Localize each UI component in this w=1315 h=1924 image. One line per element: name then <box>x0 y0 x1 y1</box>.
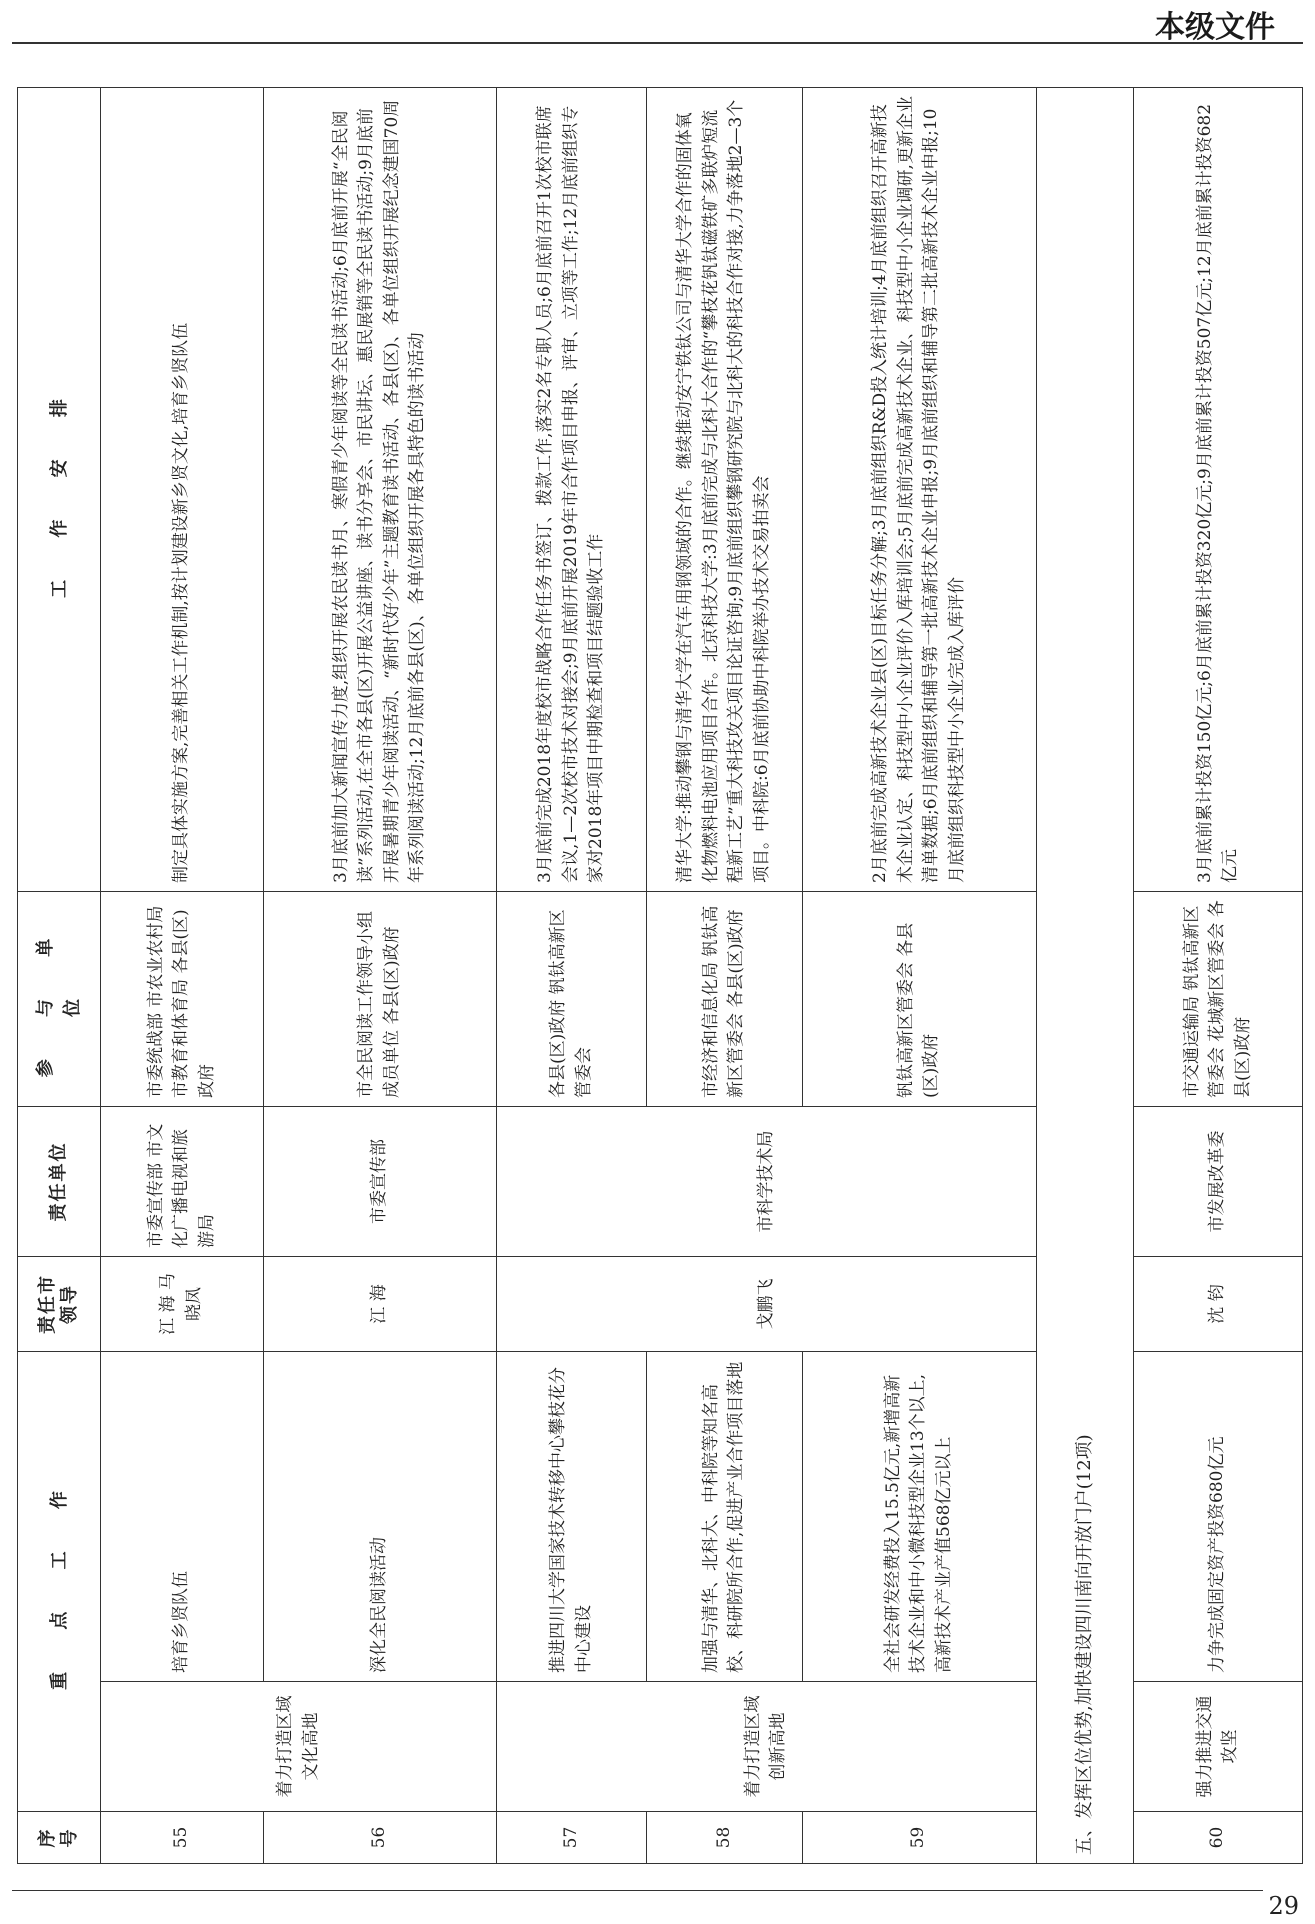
row-responsible: 市委宣传部 <box>263 1107 497 1257</box>
table-header-row <box>18 88 101 1864</box>
row-task: 加强与清华、北科大、中科院等知名高校、科研院所合作,促进产业合作项目落地 <box>646 1352 802 1682</box>
row-plan: 清华大学:推动攀钢与清华大学在汽车用钢领域的合作。继续推动安宁铁钛公司与清华大学合作的固体氧化物燃料电池应用项目合作。北京科技大学:3月底前完成与北科大合作的“攀枝花钒钛磁铁矿多联炉短流程新工艺”重大科技攻关项目论证咨询;9月底前组织攀钢研究院与北科大的科技合作对接,力争落地2—3个项目。中科院:6月底前协助中科院举办技术交易拍卖会 <box>646 88 802 892</box>
row-task: 培育乡贤队伍 <box>101 1352 263 1682</box>
row-participants: 市全民阅读工作领导小组成员单位 各县(区)政府 <box>263 892 497 1107</box>
work-arrangement-table <box>17 87 1303 1864</box>
section-header-title: 本级文件 <box>1155 10 1275 45</box>
col-leader-header: 责任市领导 <box>18 1257 101 1352</box>
section-heading: 五、发挥区位优势,加快建设四川南向开放门户(12项) <box>1036 88 1133 1864</box>
row-responsible: 市委宣传部 市文化广播电视和旅游局 <box>101 1107 263 1257</box>
row-plan: 3月底前累计投资150亿元;6月底前累计投资320亿元;9月底前累计投资507亿元;12月底前累计投资682亿元 <box>1134 88 1303 892</box>
rotated-table-container <box>17 88 1303 1864</box>
group-culture-cell: 着力打造区域文化高地 <box>101 1682 497 1812</box>
col-key-work-header: 重 点 工 作 <box>18 1352 101 1812</box>
page-number: 29 <box>1268 1892 1299 1920</box>
row-seq: 55 <box>101 1812 263 1864</box>
header-rule <box>12 42 1303 44</box>
row-key-point: 强力推进交通攻坚 <box>1134 1682 1303 1812</box>
row-seq: 56 <box>263 1812 497 1864</box>
footer-rule <box>12 1890 1263 1891</box>
table-row <box>497 88 646 1864</box>
row-plan: 2月底前完成高新技术企业县(区)目标任务分解;3月底前组织R&D投入统计培训;4月底前组织召开高新技术企业认定、科技型中小企业评价入库培训会;5月底前完成高新技术企业、科技型中小企业调研,更新企业清单数据;6月底前组织和辅导第一批高新技术企业申报;9月底前组织和辅导第二批高新技术企业申报;10月底前组织科技型中小企业完成入库评价 <box>802 88 1036 892</box>
col-participants-header: 参 与 单 位 <box>18 892 101 1107</box>
section-row <box>1036 88 1133 1864</box>
row-task: 力争完成固定资产投资680亿元 <box>1134 1352 1303 1682</box>
row-task: 推进四川大学国家技术转移中心攀枝花分中心建设 <box>497 1352 646 1682</box>
table-row <box>263 88 497 1864</box>
table-row <box>802 88 1036 1864</box>
group-innovation-cell: 着力打造区域创新高地 <box>497 1682 1036 1812</box>
row-participants: 钒钛高新区管委会 各县(区)政府 <box>802 892 1036 1107</box>
row-seq: 58 <box>646 1812 802 1864</box>
row-task: 全社会研发经费投入15.5亿元,新增高新技术企业和中小微科技型企业13个以上,高新技术产业产值568亿元以上 <box>802 1352 1036 1682</box>
table-row <box>1134 88 1303 1864</box>
row-leader: 沈 钧 <box>1134 1257 1303 1352</box>
row-responsible-shared: 市科学技术局 <box>497 1107 1036 1257</box>
row-responsible: 市发展改革委 <box>1134 1107 1303 1257</box>
col-seq-header: 序号 <box>18 1812 101 1864</box>
table-row <box>101 88 263 1864</box>
row-participants: 各县(区)政府 钒钛高新区管委会 <box>497 892 646 1107</box>
col-plan-header: 工 作 安 排 <box>18 88 101 892</box>
row-participants: 市委统战部 市农业农村局 市教育和体育局 各县(区)政府 <box>101 892 263 1107</box>
row-seq: 59 <box>802 1812 1036 1864</box>
row-leader: 江 海 <box>263 1257 497 1352</box>
row-task: 深化全民阅读活动 <box>263 1352 497 1682</box>
table-row <box>646 88 802 1864</box>
row-plan: 3月底前完成2018年度校市战略合作任务书签订、拨款工作,落实2名专职人员;6月底前召开1次校市联席会议,1—2次校市技术对接会;9月底前开展2019年市合作项目申报、评审、立项等工作;12月底前组织专家对2018年项目中期检查和项目结题验收工作 <box>497 88 646 892</box>
row-participants: 市经济和信息化局 钒钛高新区管委会 各县(区)政府 <box>646 892 802 1107</box>
row-seq: 57 <box>497 1812 646 1864</box>
col-responsible-header: 责任单位 <box>18 1107 101 1257</box>
row-plan: 3月底前加大新闻宣传力度,组织开展农民读书月、寒假青少年阅读等全民读书活动;6月底前开展“全民阅读”系列活动,在全市各县(区)开展公益讲座、读书分享会、市民讲坛、惠民展销等全民读书活动;9月底前开展暑期青少年阅读活动、“新时代好少年”主题教育读书活动、各县(区)、各单位组织开展纪念建国70周年系列阅读活动;12月底前各县(区)、各单位组织开展各具特色的读书活动 <box>263 88 497 892</box>
row-participants: 市交通运输局 钒钛高新区管委会 花城新区管委会 各县(区)政府 <box>1134 892 1303 1107</box>
row-plan: 制定具体实施方案,完善相关工作机制,按计划建设新乡贤文化,培育乡贤队伍 <box>101 88 263 892</box>
row-seq: 60 <box>1134 1812 1303 1864</box>
row-leader: 江 海 马晓凤 <box>101 1257 263 1352</box>
row-leader-shared: 戈鹏飞 <box>497 1257 1036 1352</box>
